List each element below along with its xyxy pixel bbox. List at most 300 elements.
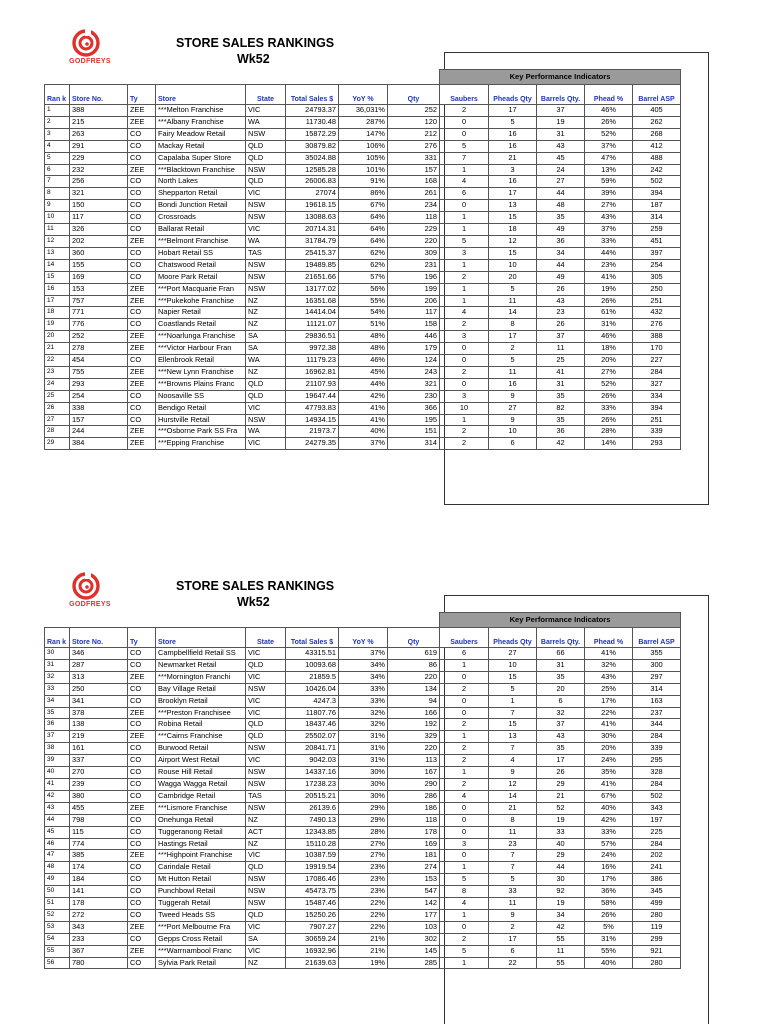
total-sales-cell: 11730.48 — [286, 116, 339, 128]
phead-pct-cell: 40% — [585, 802, 633, 814]
barrels-cell: 31 — [537, 659, 585, 671]
qty-cell: 243 — [388, 366, 440, 378]
pheads-cell: 7 — [489, 862, 537, 874]
pheads-cell: 17 — [489, 105, 537, 117]
store-no-cell: 270 — [70, 767, 128, 779]
barrel-asp-cell: 284 — [633, 838, 681, 850]
saubers-cell: 2 — [440, 755, 489, 767]
column-header-row — [45, 628, 681, 648]
phead-pct-cell: 46% — [585, 331, 633, 343]
col-store: Store — [156, 628, 246, 648]
qty-cell: 231 — [388, 259, 440, 271]
col-yoy: YoY % — [339, 85, 388, 105]
qty-cell: 199 — [388, 283, 440, 295]
barrel-asp-cell: 344 — [633, 719, 681, 731]
total-sales-cell: 24793.37 — [286, 105, 339, 117]
phead-pct-cell: 17% — [585, 874, 633, 886]
store-cell: ***Port Melbourne Fra — [156, 921, 246, 933]
state-cell: NSW — [246, 778, 286, 790]
store-cell: Carindale Retail — [156, 862, 246, 874]
rankings-table — [44, 612, 681, 969]
barrels-cell: 34 — [537, 909, 585, 921]
barrels-cell: 26 — [537, 319, 585, 331]
pheads-cell: 11 — [489, 366, 537, 378]
pheads-cell: 9 — [489, 767, 537, 779]
qty-cell: 619 — [388, 648, 440, 660]
phead-pct-cell: 40% — [585, 957, 633, 969]
barrel-asp-cell: 355 — [633, 648, 681, 660]
saubers-cell: 1 — [440, 212, 489, 224]
qty-cell: 120 — [388, 116, 440, 128]
store-no-cell: 293 — [70, 378, 128, 390]
saubers-cell: 8 — [440, 886, 489, 898]
rank-cell: 45 — [45, 826, 70, 838]
qty-cell: 177 — [388, 909, 440, 921]
table-row — [45, 743, 681, 755]
state-cell: NZ — [246, 814, 286, 826]
barrel-asp-cell: 300 — [633, 659, 681, 671]
barrel-asp-cell: 170 — [633, 343, 681, 355]
state-cell: NSW — [246, 283, 286, 295]
type-cell: CO — [128, 200, 156, 212]
barrels-cell: 35 — [537, 390, 585, 402]
store-no-cell: 341 — [70, 695, 128, 707]
state-cell: VIC — [246, 105, 286, 117]
store-no-cell: 115 — [70, 826, 128, 838]
store-no-cell: 455 — [70, 802, 128, 814]
saubers-cell: 3 — [440, 331, 489, 343]
state-cell: VIC — [246, 402, 286, 414]
pheads-cell: 16 — [489, 176, 537, 188]
godfreys-logo — [64, 29, 116, 65]
saubers-cell: 1 — [440, 862, 489, 874]
barrels-cell: 35 — [537, 414, 585, 426]
saubers-cell: 0 — [440, 826, 489, 838]
state-cell: VIC — [246, 671, 286, 683]
state-cell: VIC — [246, 850, 286, 862]
store-no-cell: 178 — [70, 898, 128, 910]
saubers-cell: 0 — [440, 128, 489, 140]
report-section-1 — [0, 29, 768, 519]
saubers-cell: 1 — [440, 957, 489, 969]
store-cell: Campbellfield Retail SS — [156, 648, 246, 660]
type-cell: CO — [128, 176, 156, 188]
saubers-cell: 4 — [440, 176, 489, 188]
barrel-asp-cell: 297 — [633, 671, 681, 683]
state-cell: QLD — [246, 731, 286, 743]
rank-cell: 10 — [45, 212, 70, 224]
total-sales-cell: 21859.5 — [286, 671, 339, 683]
qty-cell: 321 — [388, 378, 440, 390]
rank-cell: 14 — [45, 259, 70, 271]
barrel-asp-cell: 250 — [633, 283, 681, 295]
swirl-logo-icon — [72, 29, 100, 57]
state-cell: QLD — [246, 909, 286, 921]
col-total-sales: Total Sales $ — [286, 628, 339, 648]
type-cell: CO — [128, 719, 156, 731]
state-cell: QLD — [246, 390, 286, 402]
pheads-cell: 23 — [489, 838, 537, 850]
pheads-cell: 21 — [489, 802, 537, 814]
col-rank: Ran k — [45, 628, 70, 648]
store-no-cell: 138 — [70, 719, 128, 731]
total-sales-cell: 15487.46 — [286, 898, 339, 910]
table-row — [45, 695, 681, 707]
barrels-cell: 25 — [537, 355, 585, 367]
barrels-cell: 41 — [537, 366, 585, 378]
pheads-cell: 10 — [489, 259, 537, 271]
type-cell: ZEE — [128, 426, 156, 438]
store-cell: ***Osborne Park SS Fra — [156, 426, 246, 438]
total-sales-cell: 19618.15 — [286, 200, 339, 212]
rank-cell: 28 — [45, 426, 70, 438]
pheads-cell: 22 — [489, 957, 537, 969]
store-no-cell: 321 — [70, 188, 128, 200]
rank-cell: 8 — [45, 188, 70, 200]
state-cell: NSW — [246, 212, 286, 224]
state-cell: NSW — [246, 683, 286, 695]
rank-cell: 19 — [45, 319, 70, 331]
barrel-asp-cell: 502 — [633, 176, 681, 188]
state-cell: VIC — [246, 707, 286, 719]
saubers-cell: 0 — [440, 116, 489, 128]
barrel-asp-cell: 284 — [633, 778, 681, 790]
pheads-cell: 16 — [489, 140, 537, 152]
barrel-asp-cell: 251 — [633, 295, 681, 307]
state-cell: SA — [246, 343, 286, 355]
pheads-cell: 7 — [489, 707, 537, 719]
state-cell: ACT — [246, 826, 286, 838]
barrels-cell: 55 — [537, 933, 585, 945]
yoy-cell: 62% — [339, 247, 388, 259]
barrel-asp-cell: 412 — [633, 140, 681, 152]
store-cell: Hobart Retail SS — [156, 247, 246, 259]
yoy-cell: 64% — [339, 212, 388, 224]
rank-cell: 46 — [45, 838, 70, 850]
qty-cell: 331 — [388, 152, 440, 164]
store-cell: Airport West Retail — [156, 755, 246, 767]
rank-cell: 27 — [45, 414, 70, 426]
table-row — [45, 850, 681, 862]
store-no-cell: 233 — [70, 933, 128, 945]
barrel-asp-cell: 225 — [633, 826, 681, 838]
table-row — [45, 838, 681, 850]
store-cell: Fairy Meadow Retail — [156, 128, 246, 140]
rank-cell: 55 — [45, 945, 70, 957]
table-row — [45, 164, 681, 176]
state-cell: QLD — [246, 659, 286, 671]
saubers-cell: 3 — [440, 247, 489, 259]
barrels-cell: 49 — [537, 224, 585, 236]
qty-cell: 290 — [388, 778, 440, 790]
qty-cell: 230 — [388, 390, 440, 402]
yoy-cell: 37% — [339, 648, 388, 660]
store-cell: Shepparton Retail — [156, 188, 246, 200]
col-store: Store — [156, 85, 246, 105]
table-body — [45, 105, 681, 450]
barrels-cell: 35 — [537, 743, 585, 755]
store-cell: Noosaville SS — [156, 390, 246, 402]
total-sales-cell: 4247.3 — [286, 695, 339, 707]
pheads-cell: 18 — [489, 224, 537, 236]
total-sales-cell: 14934.15 — [286, 414, 339, 426]
type-cell: CO — [128, 271, 156, 283]
barrel-asp-cell: 388 — [633, 331, 681, 343]
qty-cell: 285 — [388, 957, 440, 969]
yoy-cell: 45% — [339, 366, 388, 378]
saubers-cell: 1 — [440, 295, 489, 307]
col-saubers: Saubers — [440, 628, 489, 648]
rank-cell: 51 — [45, 898, 70, 910]
phead-pct-cell: 23% — [585, 259, 633, 271]
type-cell: CO — [128, 390, 156, 402]
rank-cell: 21 — [45, 343, 70, 355]
qty-cell: 234 — [388, 200, 440, 212]
pheads-cell: 15 — [489, 671, 537, 683]
store-cell: Wagga Wagga Retail — [156, 778, 246, 790]
barrels-cell: 92 — [537, 886, 585, 898]
state-cell: NSW — [246, 164, 286, 176]
barrels-cell: 37 — [537, 331, 585, 343]
store-no-cell: 272 — [70, 909, 128, 921]
barrels-cell: 35 — [537, 212, 585, 224]
phead-pct-cell: 67% — [585, 790, 633, 802]
yoy-cell: 33% — [339, 695, 388, 707]
store-cell: ***Lismore Franchise — [156, 802, 246, 814]
pheads-cell: 4 — [489, 755, 537, 767]
pheads-cell: 8 — [489, 319, 537, 331]
table-row — [45, 802, 681, 814]
barrels-cell: 31 — [537, 378, 585, 390]
qty-cell: 220 — [388, 235, 440, 247]
table-row — [45, 128, 681, 140]
total-sales-cell: 7490.13 — [286, 814, 339, 826]
table-row — [45, 671, 681, 683]
col-qty: Qty — [388, 85, 440, 105]
yoy-cell: 67% — [339, 200, 388, 212]
state-cell: QLD — [246, 378, 286, 390]
col-total-sales: Total Sales $ — [286, 85, 339, 105]
total-sales-cell: 9042.03 — [286, 755, 339, 767]
saubers-cell: 0 — [440, 378, 489, 390]
barrel-asp-cell: 254 — [633, 259, 681, 271]
barrel-asp-cell: 202 — [633, 850, 681, 862]
yoy-cell: 28% — [339, 826, 388, 838]
phead-pct-cell: 24% — [585, 755, 633, 767]
type-cell: CO — [128, 188, 156, 200]
total-sales-cell: 29836.51 — [286, 331, 339, 343]
store-cell: Moore Park Retail — [156, 271, 246, 283]
phead-pct-cell: 35% — [585, 767, 633, 779]
pheads-cell: 2 — [489, 343, 537, 355]
state-cell: NSW — [246, 767, 286, 779]
store-cell: Newmarket Retail — [156, 659, 246, 671]
saubers-cell: 1 — [440, 283, 489, 295]
table-row — [45, 767, 681, 779]
type-cell: CO — [128, 659, 156, 671]
yoy-cell: 287% — [339, 116, 388, 128]
store-no-cell: 343 — [70, 921, 128, 933]
state-cell: NZ — [246, 366, 286, 378]
total-sales-cell: 21651.66 — [286, 271, 339, 283]
total-sales-cell: 15110.28 — [286, 838, 339, 850]
saubers-cell: 1 — [440, 414, 489, 426]
type-cell: CO — [128, 778, 156, 790]
phead-pct-cell: 26% — [585, 909, 633, 921]
barrel-asp-cell: 251 — [633, 414, 681, 426]
type-cell: CO — [128, 648, 156, 660]
saubers-cell: 0 — [440, 671, 489, 683]
store-cell: Mt Hutton Retail — [156, 874, 246, 886]
store-no-cell: 287 — [70, 659, 128, 671]
store-no-cell: 252 — [70, 331, 128, 343]
total-sales-cell: 21973.7 — [286, 426, 339, 438]
store-cell: Chatswood Retail — [156, 259, 246, 271]
pheads-cell: 17 — [489, 933, 537, 945]
barrels-cell: 48 — [537, 200, 585, 212]
barrel-asp-cell: 227 — [633, 355, 681, 367]
saubers-cell: 5 — [440, 945, 489, 957]
total-sales-cell: 19489.85 — [286, 259, 339, 271]
store-cell: Bendigo Retail — [156, 402, 246, 414]
pheads-cell: 5 — [489, 355, 537, 367]
barrel-asp-cell: 305 — [633, 271, 681, 283]
type-cell: CO — [128, 307, 156, 319]
table-row — [45, 247, 681, 259]
saubers-cell: 2 — [440, 319, 489, 331]
table-row — [45, 426, 681, 438]
state-cell: NZ — [246, 838, 286, 850]
barrels-cell: 44 — [537, 188, 585, 200]
state-cell: VIC — [246, 945, 286, 957]
qty-cell: 86 — [388, 659, 440, 671]
store-no-cell: 263 — [70, 128, 128, 140]
col-barrels: Barrels Qty. — [537, 628, 585, 648]
pheads-cell: 33 — [489, 886, 537, 898]
barrel-asp-cell: 339 — [633, 426, 681, 438]
store-no-cell: 337 — [70, 755, 128, 767]
store-no-cell: 174 — [70, 862, 128, 874]
qty-cell: 103 — [388, 921, 440, 933]
barrel-asp-cell: 451 — [633, 235, 681, 247]
state-cell: WA — [246, 116, 286, 128]
type-cell: ZEE — [128, 164, 156, 176]
rank-cell: 26 — [45, 402, 70, 414]
qty-cell: 286 — [388, 790, 440, 802]
phead-pct-cell: 37% — [585, 224, 633, 236]
saubers-cell: 6 — [440, 648, 489, 660]
qty-cell: 329 — [388, 731, 440, 743]
total-sales-cell: 12343.85 — [286, 826, 339, 838]
store-no-cell: 184 — [70, 874, 128, 886]
barrels-cell: 52 — [537, 802, 585, 814]
rank-cell: 36 — [45, 719, 70, 731]
store-no-cell: 346 — [70, 648, 128, 660]
qty-cell: 166 — [388, 707, 440, 719]
rank-cell: 44 — [45, 814, 70, 826]
type-cell: ZEE — [128, 295, 156, 307]
saubers-cell: 2 — [440, 105, 489, 117]
store-cell: ***Belmont Franchise — [156, 235, 246, 247]
barrels-cell: 36 — [537, 426, 585, 438]
barrel-asp-cell: 343 — [633, 802, 681, 814]
qty-cell: 302 — [388, 933, 440, 945]
state-cell: QLD — [246, 152, 286, 164]
phead-pct-cell: 61% — [585, 307, 633, 319]
barrels-cell: 34 — [537, 247, 585, 259]
type-cell: CO — [128, 874, 156, 886]
table-row — [45, 224, 681, 236]
pheads-cell: 10 — [489, 426, 537, 438]
barrel-asp-cell: 262 — [633, 116, 681, 128]
phead-pct-cell: 5% — [585, 921, 633, 933]
state-cell: NSW — [246, 743, 286, 755]
col-store-no: Store No. — [70, 85, 128, 105]
store-cell: Burwood Retail — [156, 743, 246, 755]
rank-cell: 33 — [45, 683, 70, 695]
store-cell: ***Albany Franchise — [156, 116, 246, 128]
type-cell: CO — [128, 402, 156, 414]
total-sales-cell: 31784.79 — [286, 235, 339, 247]
godfreys-logo — [64, 572, 116, 608]
saubers-cell: 2 — [440, 683, 489, 695]
barrels-cell: 44 — [537, 862, 585, 874]
barrel-asp-cell: 327 — [633, 378, 681, 390]
phead-pct-cell: 33% — [585, 235, 633, 247]
phead-pct-cell: 20% — [585, 355, 633, 367]
state-cell: QLD — [246, 140, 286, 152]
saubers-cell: 7 — [440, 152, 489, 164]
store-no-cell: 169 — [70, 271, 128, 283]
store-cell: Napier Retail — [156, 307, 246, 319]
state-cell: NSW — [246, 802, 286, 814]
total-sales-cell: 19647.44 — [286, 390, 339, 402]
total-sales-cell: 11121.07 — [286, 319, 339, 331]
barrel-asp-cell: 397 — [633, 247, 681, 259]
saubers-cell: 1 — [440, 767, 489, 779]
rank-cell: 48 — [45, 862, 70, 874]
total-sales-cell: 19919.54 — [286, 862, 339, 874]
store-no-cell: 757 — [70, 295, 128, 307]
pheads-cell: 2 — [489, 921, 537, 933]
saubers-cell: 5 — [440, 235, 489, 247]
phead-pct-cell: 33% — [585, 402, 633, 414]
phead-pct-cell: 57% — [585, 838, 633, 850]
table-row — [45, 259, 681, 271]
store-no-cell: 776 — [70, 319, 128, 331]
phead-pct-cell: 25% — [585, 683, 633, 695]
yoy-cell: 147% — [339, 128, 388, 140]
phead-pct-cell: 27% — [585, 200, 633, 212]
total-sales-cell: 16962.81 — [286, 366, 339, 378]
table-row — [45, 826, 681, 838]
barrel-asp-cell: 394 — [633, 188, 681, 200]
table-row — [45, 402, 681, 414]
rank-cell: 30 — [45, 648, 70, 660]
barrel-asp-cell: 432 — [633, 307, 681, 319]
saubers-cell: 1 — [440, 224, 489, 236]
rank-cell: 32 — [45, 671, 70, 683]
store-no-cell: 780 — [70, 957, 128, 969]
saubers-cell: 3 — [440, 838, 489, 850]
state-cell: QLD — [246, 719, 286, 731]
phead-pct-cell: 13% — [585, 164, 633, 176]
saubers-cell: 4 — [440, 307, 489, 319]
pheads-cell: 5 — [489, 683, 537, 695]
pheads-cell: 11 — [489, 898, 537, 910]
state-cell: VIC — [246, 438, 286, 450]
type-cell: CO — [128, 755, 156, 767]
